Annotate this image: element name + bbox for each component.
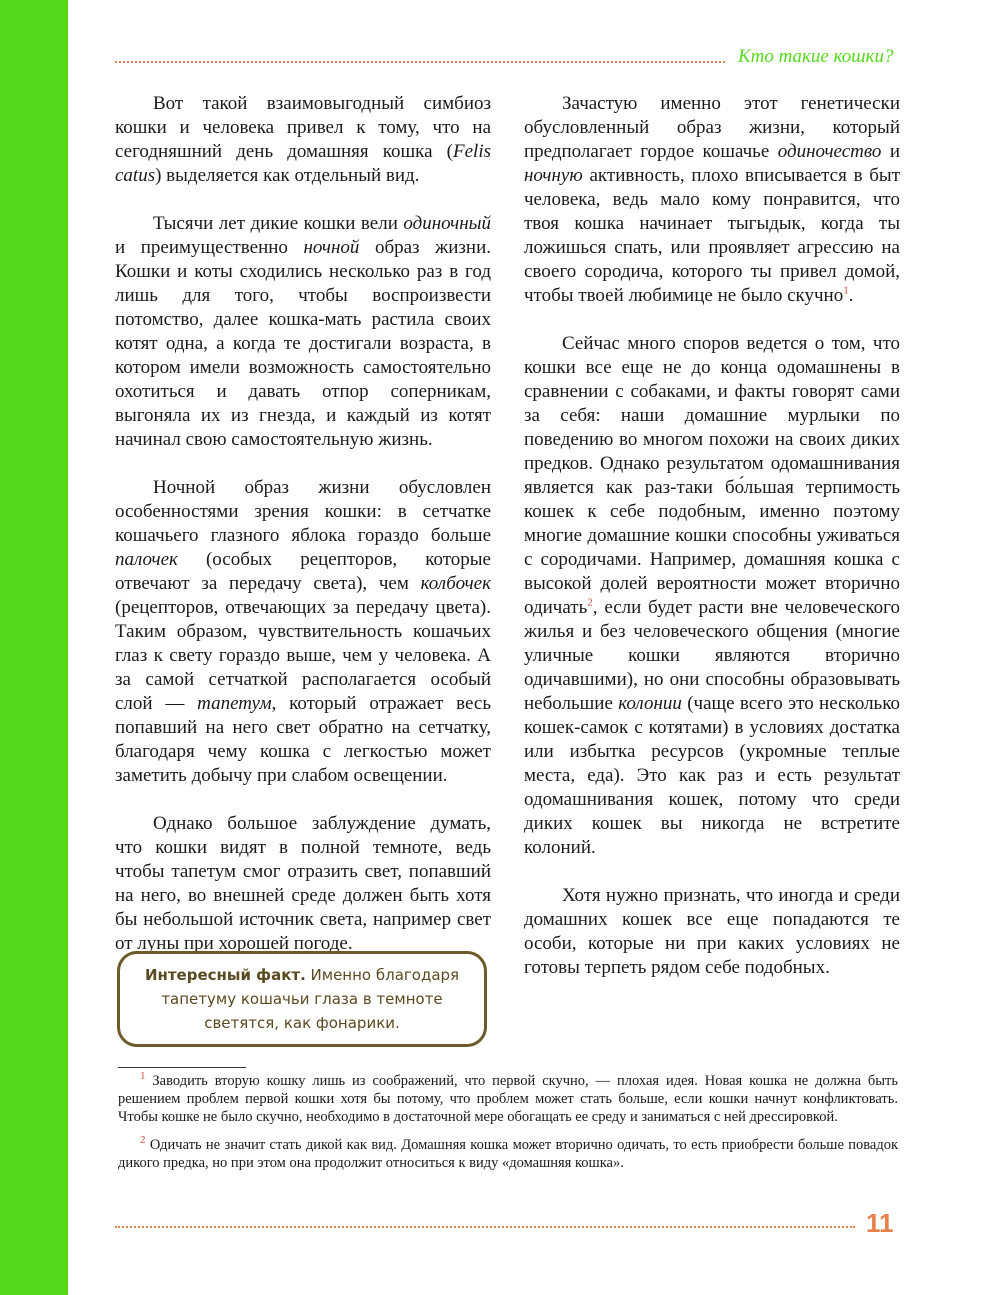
footer-dotted-rule — [115, 1226, 855, 1228]
footnote-2: $^2$ Одичать не значит стать дикой как вид. Домашняя кошка может вторично одичать, то есть приобрести больше повадок дикого предка, но при этом она продолжит относиться к виду «домашняя кошка». — [118, 1134, 899, 1171]
green-side-bar — [0, 0, 68, 1295]
header-dotted-rule — [115, 61, 725, 63]
right-column — [524, 92, 900, 1004]
paragraph: Зачастую именно этот генетически обусловленный образ жизни, который предполагает гордое кошачье одиночество и ночную активность, плохо вписывается в быт человека, ведь мало кому понравится, что твоя кошка начинает тыгыдык, когда ты ложишься спать, или проявляет агрессию на своего сородича, которого ты привел домой, чтобы твоей любимице не было скучно$^1$. — [524, 93, 900, 306]
left-column — [115, 92, 491, 980]
footnotes — [118, 1072, 898, 1182]
fact-text: Интересный факт. Именно благодаря тапетуму кошачьи глаза в темноте светятся, как фонарики. — [144, 966, 460, 1032]
interesting-fact-box — [117, 951, 487, 1047]
paragraph: Сейчас много споров ведется о том, что кошки все еще не до конца одомашнены в сравнении с собаками, и факты говорят сами за себя: наши домашние мурлыки по поведению во многом похожи на своих диких предков. Однако результатом одомашнивания является как раз-таки бо́льшая терпимость кошек к себе подобным, именно поэтому многие домашние кошки способны уживаться с сородичами. Например, домашняя кошка с высокой долей вероятности может вторично одичать$^2$, если будет расти вне человеческого жилья и без человеческого общения (многие уличные кошки являются вторично одичавшими), но они способны образовывать небольшие колонии (чаще всего это несколько кошек-самок с котятами) в условиях достатка или избытка ресурсов (укромные теплые места, еда). Это как раз и есть результат одомашнивания кошек, потому что среди диких кошек вы никогда не встретите колоний. — [524, 333, 900, 858]
paragraph: Ночной образ жизни обусловлен особенностями зрения кошки: в сетчатке кошачьего глазного яблока гораздо больше палочек (особых рецепторов, которые отвечают за передачу света), чем колбочек (рецепторов, отвечающих за передачу цвета). Таким образом, чувствительность кошачьих глаз к свету гораздо выше, чем у человека. А за самой сетчаткой располагается особый слой — тапетум, который отражает весь попавший на него свет обратно на сетчатку, благодаря чему кошка с легкостью может заметить добычу при слабом освещении. — [115, 477, 491, 786]
page-number: 11 — [866, 1208, 894, 1238]
fact-label: Интересный факт. — [144, 966, 306, 984]
paragraph: Однако большое заблуждение думать, что кошки видят в полной темноте, ведь чтобы тапетум смог отразить свет, попавший на него, во внешней среде должен быть хотя бы небольшой источник света, например свет от луны при хорошей погоде. — [115, 813, 491, 954]
paragraph: Вот такой взаимовыгодный симбиоз кошки и человека привел к тому, что на сегодняшний день домашняя кошка (Felis catus) выделяется как отдельный вид. — [115, 93, 491, 186]
footnote-mark: 2 — [140, 1134, 146, 1147]
paragraph: Хотя нужно признать, что иногда и среди домашних кошек все еще попадаются те особи, которые ни при каких условиях не готовы терпеть рядом себе подобных. — [524, 885, 900, 978]
footnote-mark: 1 — [140, 1070, 146, 1083]
footnote-1: $^1$ Заводить вторую кошку лишь из соображений, что первой скучно, — плохая идея. Новая кошка не должна быть решением проблем первой кошки хотя бы потому, что проблем может стать больше, если кошки начнут конфликтовать. Чтобы кошке не было скучно, необходимо в достаточной мере обогащать ее среду и заниматься с ней дрессировкой. — [118, 1070, 899, 1125]
footnote-separator — [118, 1067, 246, 1068]
footnote-ref-1[interactable]: 1 — [843, 284, 849, 297]
running-header-title: Кто такие кошки? — [738, 46, 894, 67]
footnote-ref-2[interactable]: 2 — [587, 596, 593, 609]
paragraph: Тысячи лет дикие кошки вели одиночный и преимущественно ночной образ жизни. Кошки и коты сходились несколько раз в год лишь для того, чтобы воспроизвести потомство, далее кошка-мать растила своих котят одна, а когда те достигали возраста, в котором имели возможность самостоятельно охотиться и давать отпор соперникам, выгоняла их из гнезда, и каждый из котят начинал свою самостоятельную жизнь. — [115, 213, 491, 450]
